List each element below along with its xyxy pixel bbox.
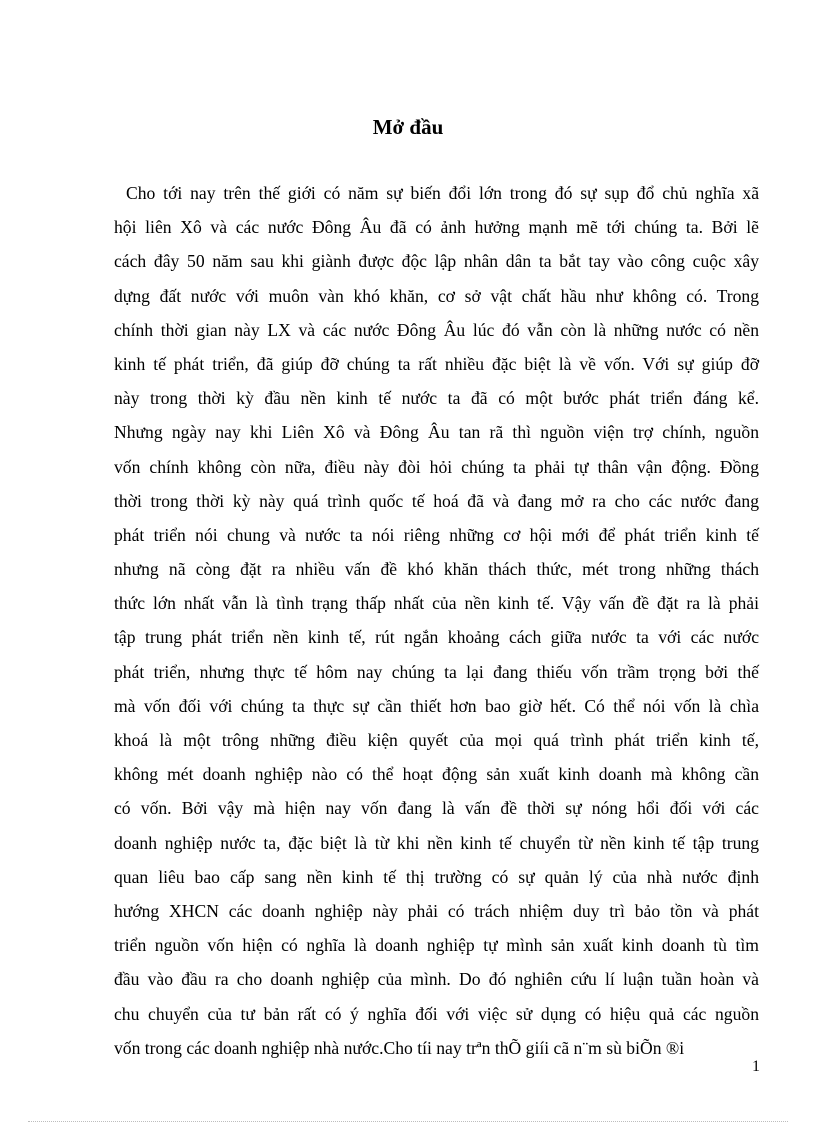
text-line: không mét doanh nghiệp nào có thể hoạt động sản xuất kinh doanh mà không cần [114, 764, 759, 785]
text-line: phát triển nói chung và nước ta nói riêng những cơ hội mới để phát triển kinh tế [114, 524, 759, 545]
text-line: vốn trong các doanh nghiệp nhà nước.Cho tíi nay trªn thÕ giíi cã n¨m sù biÕn ®i [114, 1037, 685, 1058]
text-line: cách đây 50 năm sau khi giành được độc lập nhân dân ta bắt tay vào công cuộc xây [114, 251, 759, 272]
page-title: Mở đầu [372, 115, 444, 139]
text-line: phát triển, nhưng thực tế hôm nay chúng ta lại đang thiếu vốn trầm trọng bởi thế [114, 661, 759, 682]
text-line: đầu vào đầu ra cho doanh nghiệp của mình. Do đó nghiên cứu lí luận tuần hoàn và [114, 969, 759, 990]
text-line: triển nguồn vốn hiện có nghĩa là doanh nghiệp tự mình sản xuất kinh doanh tù tìm [114, 935, 759, 956]
text-line: hướng XHCN các doanh nghiệp này phải có trách nhiệm duy trì bảo tồn và phát [114, 900, 759, 921]
text-line: khoá là một trông những điều kiện quyết của mọi quá trình phát triển kinh tế, [114, 730, 759, 750]
text-line: thời trong thời kỳ này quá trình quốc tế hoá đã và đang mở ra cho các nước đang [114, 490, 759, 511]
text-line: doanh nghiệp nước ta, đặc biệt là từ khi nền kinh tế chuyển từ nền kinh tế tập trung [114, 832, 759, 853]
text-line: vốn chính không còn nữa, điều này đòi hỏi chúng ta phải tự thân vận động. Đồng [114, 456, 759, 477]
text-line: hội liên Xô và các nước Đông Âu đã có ảnh hưởng mạnh mẽ tới chúng ta. Bởi lẽ [114, 217, 759, 238]
text-line: Nhưng ngày nay khi Liên Xô và Đông Âu tan rã thì nguồn viện trợ chính, nguồn [114, 422, 759, 443]
text-line: này trong thời kỳ đầu nền kinh tế nước ta đã có một bước phát triển đáng kể. [114, 388, 759, 409]
text-line: quan liêu bao cấp sang nền kinh tế thị trường có sự quản lý của nhà nước định [114, 866, 759, 887]
text-line: chu chuyển của tư bản rất có ý nghĩa đối với việc sử dụng có hiệu quả các nguồn [114, 1003, 759, 1024]
text-line: kinh tế phát triển, đã giúp đỡ chúng ta rất nhiều đặc biệt là về vốn. Với sự giúp đỡ [114, 353, 759, 374]
text-line: mà vốn đối với chúng ta thực sự cần thiết hơn bao giờ hết. Có thể nói vốn là chìa [114, 695, 759, 716]
text-line: dựng đất nước với muôn vàn khó khăn, cơ sở vật chất hầu như không có. Trong [114, 285, 759, 306]
text-line: thức lớn nhất vẫn là tình trạng thấp nhất của nền kinh tế. Vậy vấn đề đặt ra là phải [114, 593, 759, 614]
page-number: 1 [752, 1058, 760, 1075]
text-line: chính thời gian này LX và các nước Đông Âu lúc đó vẫn còn là những nước có nền [114, 319, 759, 340]
text-line: tập trung phát triển nền kinh tế, rút ngắn khoảng cách giữa nước ta với các nước [114, 627, 759, 648]
text-line: nhưng nã còng đặt ra nhiều vấn đề khó khăn thách thức, mét trong những thách [114, 559, 759, 580]
text-line: Cho tới nay trên thế giới có năm sự biến đổi lớn trong đó sự sụp đổ chủ nghĩa xã [126, 183, 759, 203]
body-paragraph [114, 176, 759, 1065]
text-line: có vốn. Bởi vậy mà hiện nay vốn đang là vấn đề thời sự nóng hổi đối với các [114, 798, 759, 819]
page-bottom-divider [28, 1121, 788, 1122]
